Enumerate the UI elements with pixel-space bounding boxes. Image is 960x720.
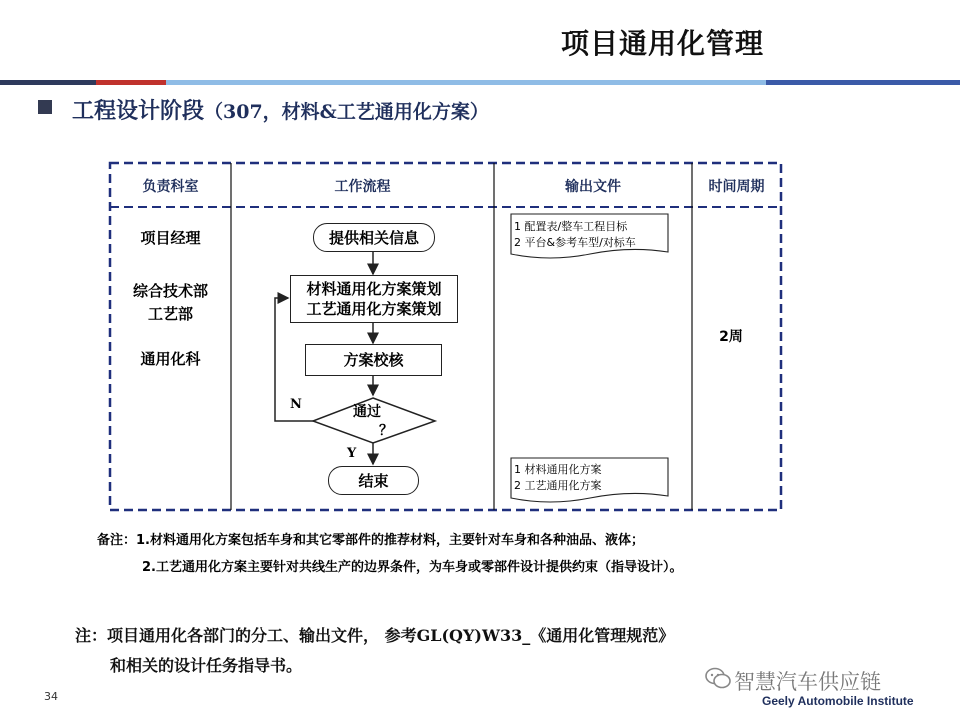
page-title: 项目通用化管理: [560, 27, 764, 60]
yes-label: Y: [347, 446, 357, 461]
section-title-main: 工程设计阶段: [72, 99, 205, 124]
flow-end-label: 结束: [358, 471, 389, 490]
flow-review-label: 方案校核: [343, 351, 404, 369]
dept-technical: 综合技术部: [132, 282, 208, 300]
note-line-2: 和相关的设计任务指导书。: [110, 656, 303, 675]
no-label: N: [290, 397, 302, 412]
section-title-sub: （307，材料&工艺通用化方案）: [204, 101, 489, 123]
dept-project-manager: 项目经理: [140, 229, 201, 247]
doc2-line1: 1 材料通用化方案: [514, 463, 602, 476]
header-output: 输出文件: [565, 179, 621, 195]
header-department: 负责科室: [142, 179, 199, 195]
wechat-icon: [704, 666, 732, 690]
remark-line-2: 2.工艺通用化方案主要针对共线生产的边界条件，为车身或零部件设计提供约束（指导设计）。: [142, 560, 683, 575]
decision-label-line1: 通过: [353, 404, 381, 420]
header-period: 时间周期: [708, 179, 765, 195]
flow-plan-box: [290, 275, 458, 323]
page-number: 34: [44, 690, 58, 703]
doc2-line2: 2 工艺通用化方案: [514, 479, 602, 492]
flow-plan-line2: 工艺通用化方案策划: [306, 300, 442, 318]
dept-commonization: 通用化科: [140, 350, 201, 368]
note-line-1: 注：项目通用化各部门的分工、输出文件， 参考GL(QY)W33_《通用化管理规范》: [75, 626, 675, 645]
table-frame: [110, 163, 781, 510]
remark-line-1: 备注：1.材料通用化方案包括车身和其它零部件的推荐材料，主要针对车身和各种油品、液体；: [97, 533, 644, 548]
institute-name: Geely Automobile Institute: [762, 694, 914, 708]
flow-start-label: 提供相关信息: [328, 228, 419, 247]
wechat-account-label: 智慧汽车供应链: [734, 670, 881, 694]
header-workflow: 工作流程: [334, 179, 391, 195]
time-period-value: 2周: [719, 329, 743, 345]
flow-review-box: [305, 344, 442, 376]
flow-end-box: [328, 466, 419, 495]
dept-process: 工艺部: [147, 305, 193, 323]
doc1-line1: 1 配置表/整车工程目标: [514, 220, 628, 233]
flow-start-box: [313, 223, 435, 252]
decision-label-line2: ？: [379, 423, 393, 439]
doc1-line2: 2 平台&参考车型/对标车: [514, 236, 636, 249]
flow-plan-line1: 材料通用化方案策划: [306, 280, 442, 298]
